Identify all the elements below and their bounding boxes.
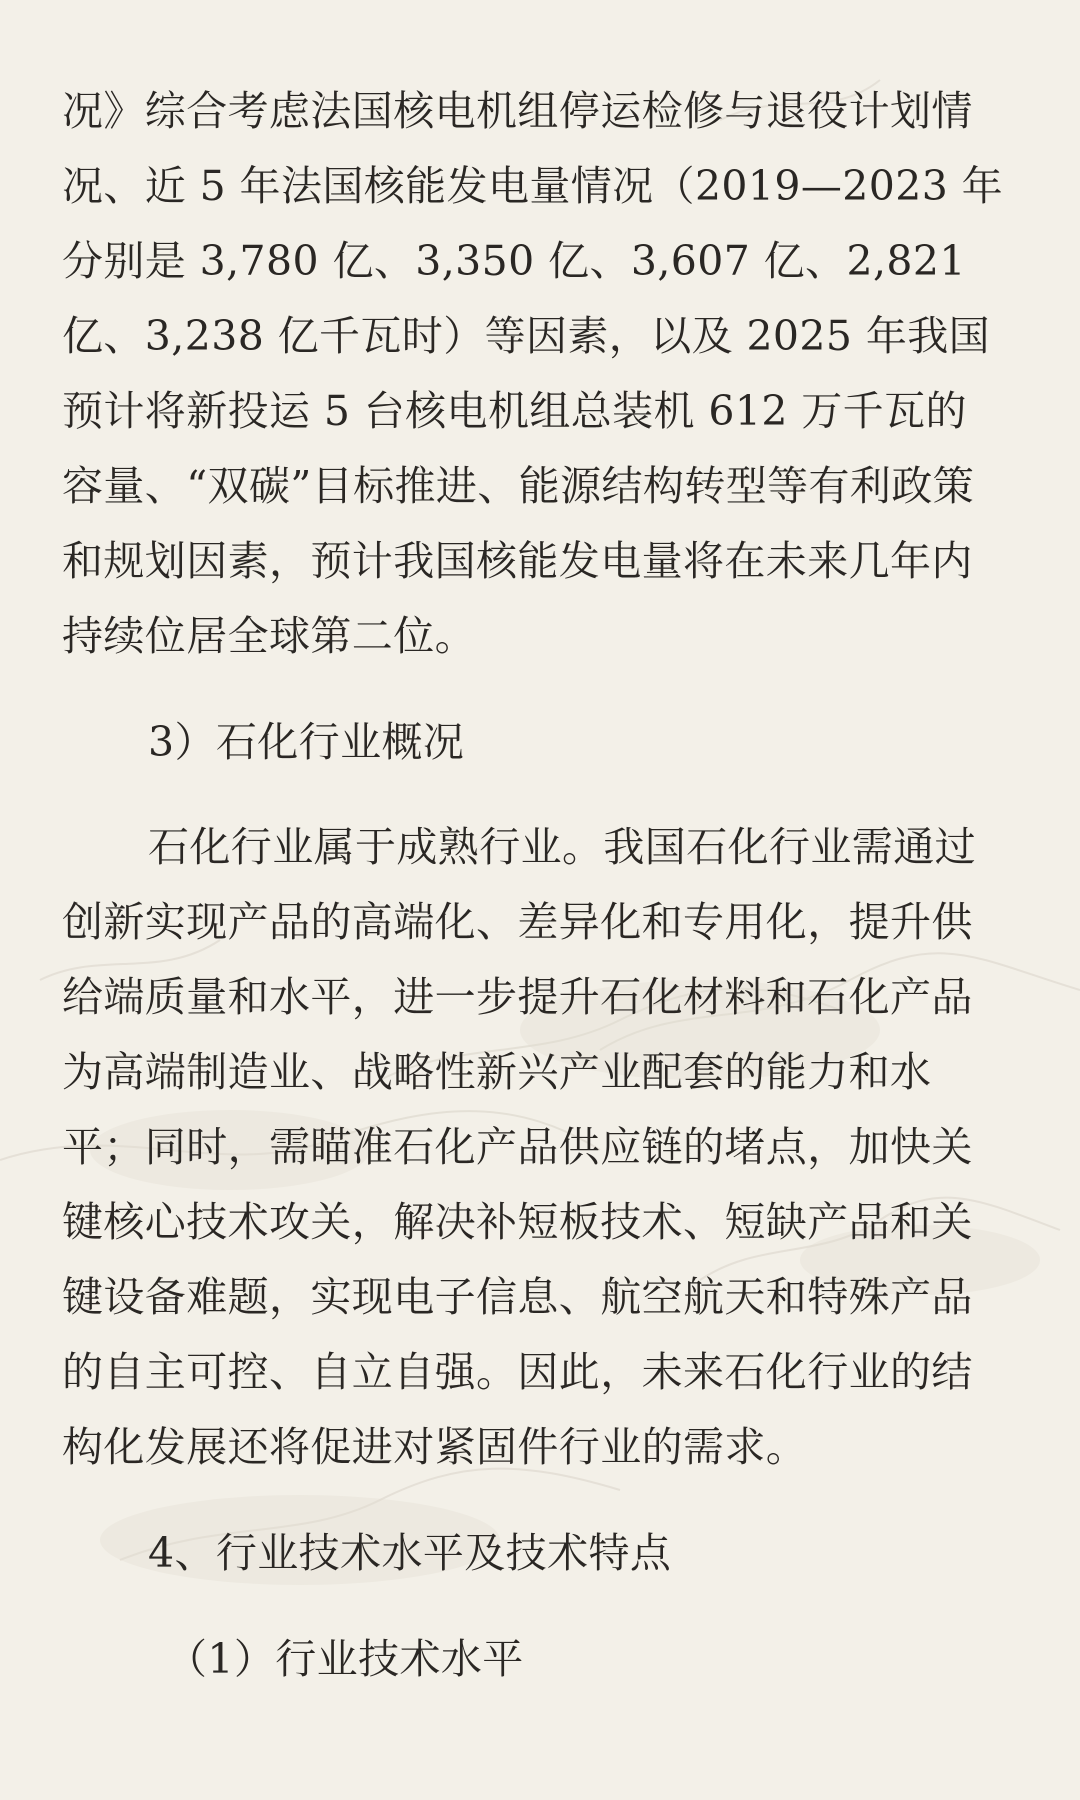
text-line: 分别是 3,780 亿、3,350 亿、3,607 亿、2,821 (62, 237, 966, 285)
subsection-heading-tech-level: （1）行业技术水平 (166, 1635, 524, 1683)
text-line: 平；同时，需瞄准石化产品供应链的堵点，加快关 (62, 1123, 973, 1171)
text-line: 持续位居全球第二位。 (62, 612, 476, 660)
text-line: 预计将新投运 5 台核电机组总装机 612 万千瓦的 (62, 387, 967, 435)
text-line: 的自主可控、自立自强。因此，未来石化行业的结 (62, 1348, 973, 1396)
text-line: 亿、3,238 亿千瓦时）等因素，以及 2025 年我国 (62, 312, 991, 360)
text-line: 键核心技术攻关，解决补短板技术、短缺产品和关 (62, 1198, 973, 1246)
text-line: 和规划因素，预计我国核能发电量将在未来几年内 (62, 537, 973, 585)
section-heading-technology: 4、行业技术水平及技术特点 (148, 1529, 672, 1577)
text-line: 况、近 5 年法国核能发电量情况（2019—2023 年 (62, 162, 1004, 210)
text-line: 容量、“双碳”目标推进、能源结构转型等有利政策 (62, 462, 975, 510)
text-line: 为高端制造业、战略性新兴产业配套的能力和水 (62, 1048, 932, 1096)
text-line: 给端质量和水平，进一步提升石化材料和石化产品 (62, 973, 973, 1021)
text-line: 构化发展还将促进对紧固件行业的需求。 (62, 1423, 808, 1471)
text-line: 况》综合考虑法国核电机组停运检修与退役计划情 (62, 87, 973, 135)
text-line: 键设备难题，实现电子信息、航空航天和特殊产品 (62, 1273, 973, 1321)
text-line: 创新实现产品的高端化、差异化和专用化，提升供 (62, 898, 973, 946)
section-heading-petrochemical: 3）石化行业概况 (148, 718, 465, 766)
text-line: 石化行业属于成熟行业。我国石化行业需通过 (148, 823, 976, 871)
